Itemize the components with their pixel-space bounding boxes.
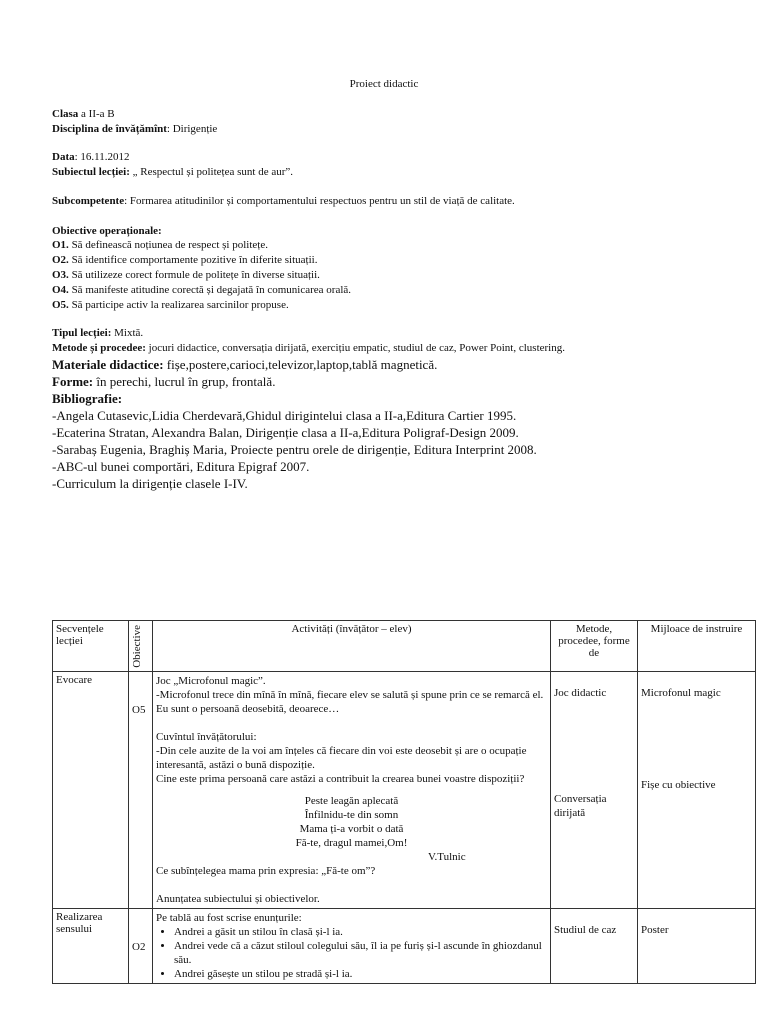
subcompetence-line [52, 195, 515, 207]
objective-item: O4. Să manifeste atitudine corectă și degajată în comunicarea orală. [52, 284, 352, 296]
table-row [53, 672, 756, 909]
poem-line: Peste leagăn aplecată [304, 795, 399, 807]
row2-sequence: Realizarea sensului [53, 909, 129, 984]
class-label: Clasa [52, 108, 79, 120]
row1-resources: Microfonul magic Fișe cu obiective [638, 672, 756, 909]
list-item: • Andrei găsește un stilou pe stradă și-l ia. [174, 967, 547, 981]
date-label: Data [52, 151, 75, 163]
bibliography-item: -ABC-ul bunei comportări, Editura Epigraf 2007. [52, 459, 310, 474]
row2-resources: Poster [638, 909, 756, 984]
case-study-list [156, 925, 547, 981]
row1-sequence: Evocare [53, 672, 129, 909]
objective-item: O2. Să identifice comportamente pozitive în diferite situații. [52, 254, 318, 266]
discipline-label: Disciplina de învățămînt [52, 123, 167, 135]
methods-label: Metode și procedee: [52, 342, 146, 354]
forms-label: Forme: [52, 374, 94, 389]
methods-value: jocuri didactice, conversația dirijată, exercițiu empatic, studiul de caz, Power Point, clustering. [145, 342, 565, 354]
header-methods: Metode, procedee, forme de [551, 621, 638, 672]
poem-line: Fă-te, dragul mamei,Om! [295, 837, 408, 849]
discipline-line [52, 123, 217, 135]
class-line [52, 108, 115, 120]
objective-item: O5. Să participe activ la realizarea sarcinilor propuse. [52, 299, 289, 311]
row2-objective: O2 [129, 909, 153, 984]
header-sequence: Secvențele lecției [53, 621, 129, 672]
date-line [52, 151, 130, 163]
table-header-row [53, 621, 756, 672]
discipline-value: : Dirigenție [166, 123, 218, 135]
materials-line [52, 357, 437, 373]
document-title: Proiect didactic [349, 78, 419, 90]
objective-item: O1. Să definească noțiunea de respect și politețe. [52, 239, 268, 251]
materials-label: Materiale didactice: [52, 357, 164, 372]
list-item: • Andrei a găsit un stilou în clasă și-l ia. [174, 925, 547, 939]
poem-author: V.Tulnic [428, 851, 466, 863]
poem-line: Înfilnidu-te din somn [304, 809, 399, 821]
date-value: : 16.11.2012 [74, 151, 130, 163]
subject-value: „ Respectul și politețea sunt de aur”. [129, 166, 294, 178]
list-item: • Andrei vede că a căzut stiloul colegului său, îl ia pe furiș și-l ascunde în ghiozdanul său. [174, 939, 547, 967]
header-activity: Activități (învățător – elev) [153, 621, 551, 672]
bibliography-item: -Sarabaș Eugenia, Braghiș Maria, Proiecte pentru orele de dirigenție, Editura Interprint 2008. [52, 442, 537, 457]
row1-methods: Joc didactic Conversația dirijată [551, 672, 638, 909]
methods-line [52, 342, 565, 354]
table-row [53, 909, 756, 984]
class-value: a II-a B [78, 108, 115, 120]
bibliography-item: -Curriculum la dirigenție clasele I-IV. [52, 476, 248, 491]
subcompetence-label: Subcompetente [52, 195, 125, 207]
lesson-type-value: Mixtă. [111, 327, 144, 339]
bibliography-item: -Angela Cutasevic,Lidia Cherdevară,Ghidul dirigintelui clasa a II-a,Editura Cartier 1995. [52, 408, 517, 423]
row2-methods: Studiul de caz [551, 909, 638, 984]
lesson-type-label: Tipul lecției: [52, 327, 112, 339]
lesson-plan-table [52, 620, 756, 984]
row1-activity: Joc „Microfonul magic”. -Microfonul trece din mînă în mînă, fiecare elev se salută și spune prin ce se remarcă el. Eu sunt o persoană deosebită, deoarece… Cuvîntul învățătorului: -Din cele auzite de la voi am înțeles că fiecare din voi este deosebit și are o ocupație interesantă, astăzi o bună dispoziție. Cine este prima persoană care astăzi a contribuit la crearea bunei voastre dispoziții? Peste leagăn aplecată Înfilnidu-te din somn Mama ți-a vorbit o dată Fă-te, dragul mamei,Om! V.Tulnic Ce subînțelegea mama prin expresia: „Fă-te om”? Anunțatea subiectului și obiectivelor. [153, 672, 551, 909]
header-objective: Obiective [129, 621, 153, 672]
objective-item: O3. Să utilizeze corect formule de politețe în diverse situații. [52, 269, 320, 281]
row1-objective: O5 [129, 672, 153, 909]
subcompetence-value: : Formarea atitudinilor și comportamentului respectuos pentru un stil de viață de calitate. [124, 195, 515, 207]
materials-value: fișe,postere,carioci,televizor,laptop,tablă magnetică. [163, 357, 438, 372]
subject-line [52, 166, 293, 178]
forms-value: în perechi, lucrul în grup, frontală. [93, 374, 276, 389]
poem-line: Mama ți-a vorbit o dată [299, 823, 404, 835]
subject-label: Subiectul lecției: [52, 166, 130, 178]
row2-activity: Pe tablă au fost scrise enunțurile: • Andrei a găsit un stilou în clasă și-l ia. • Andrei vede că a căzut stiloul colegului său, îl ia pe furiș și-l ascunde în ghiozdanul său. • Andrei găsește un stilou pe stradă și-l ia. [153, 909, 551, 984]
lesson-type-line [52, 327, 143, 339]
forms-line [52, 374, 275, 390]
bibliography-item: -Ecaterina Stratan, Alexandra Balan, Dirigenție clasa a II-a,Editura Poligraf-Design 2009. [52, 425, 519, 440]
bibliography-heading: Bibliografie: [52, 391, 123, 406]
header-resources: Mijloace de instruire [638, 621, 756, 672]
objectives-heading: Obiective operaționale: [52, 225, 162, 237]
